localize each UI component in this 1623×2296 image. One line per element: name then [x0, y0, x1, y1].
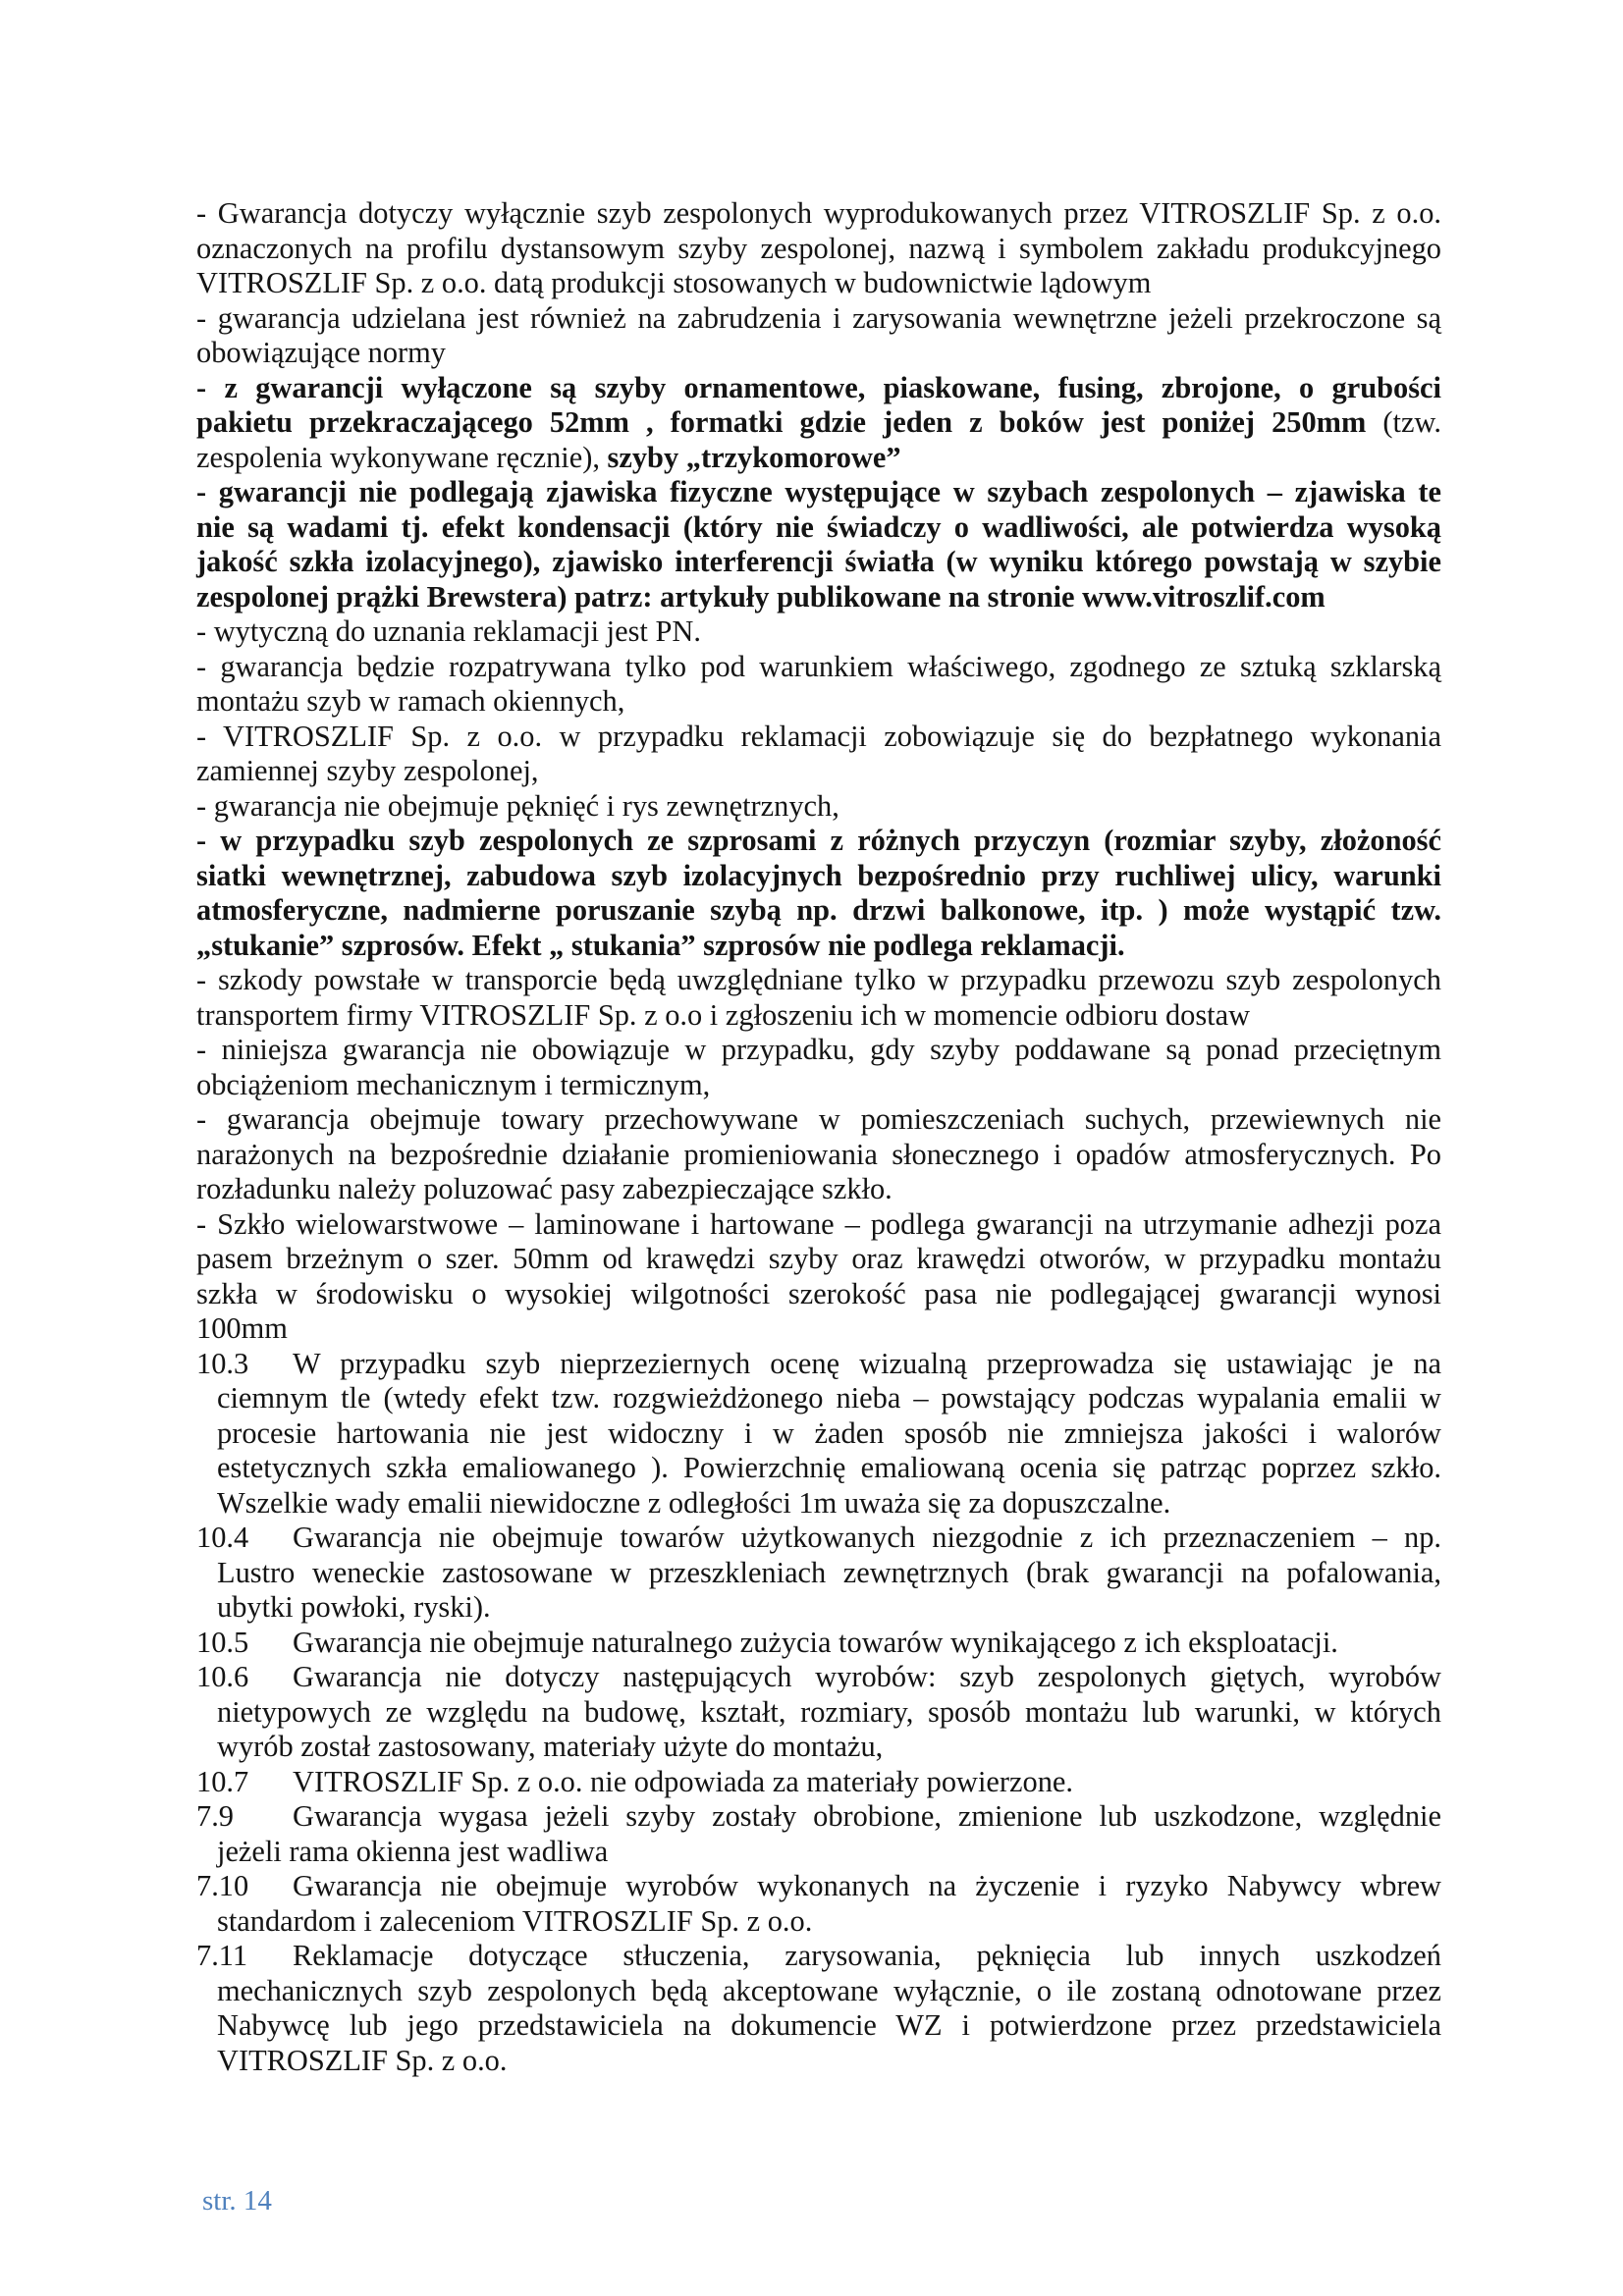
text-line: transportem firmy VITROSZLIF Sp. z o.o i zgłoszeniu ich w momencie odbioru dostaw — [196, 997, 1251, 1032]
text-line: ciemnym tle (wtedy efekt tzw. rozgwieżdżonego nieba – powstający podczas wypalania emalii w — [217, 1381, 1441, 1415]
text-line: - Szkło wielowarstwowe – laminowane i hartowane – podlega gwarancji na utrzymanie adhezji poza — [196, 1206, 1441, 1241]
text-line: - w przypadku szyb zespolonych ze szprosami z różnych przyczyn (rozmiar szyby, złożoność — [196, 824, 1441, 857]
text-line: - VITROSZLIF Sp. z o.o. w przypadku reklamacji zobowiązuje się do bezpłatnego wykonania — [196, 719, 1441, 753]
text-line: Wszelkie wady emalii niewidoczne z odległości 1m uważa się za dopuszczalne. — [217, 1485, 1171, 1520]
text-line: nietypowych ze względu na budowę, kształt, rozmiary, sposób montażu lub warunki, w których — [217, 1694, 1441, 1729]
text-line — [196, 371, 1441, 406]
text-line: Nabywcę lub jego przedstawiciela na dokumencie WZ i potwierdzone przez przedstawiciela — [217, 2008, 1441, 2042]
text-line: - gwarancji nie podlegają zjawiska fizyczne występujące w szybach zespolonych – zjawiska te — [196, 475, 1441, 508]
text-line: atmosferyczne, nadmierne poruszanie szybą np. drzwi balkonowe, itp. ) może wystąpić tzw. — [196, 893, 1441, 927]
text-run: Gwarancja nie obejmuje wyrobów wykonanych na życzenie i ryzyko Nabywcy wbrew — [293, 1869, 1441, 1902]
text-line: zamiennej szyby zespolonej, — [196, 754, 539, 787]
text-line: - gwarancja obejmuje towary przechowywane w pomieszczeniach suchych, przewiewnych nie — [196, 1102, 1441, 1136]
text-line: pasem brzeżnym o szer. 50mm od krawędzi szyby oraz krawędzi otworów, w przypadku montażu — [196, 1242, 1441, 1275]
text-line — [196, 1869, 1441, 1904]
text-run: Gwarancja wygasa jeżeli szyby zostały obrobione, zmienione lub uszkodzone, względnie — [293, 1799, 1441, 1833]
text-run: VITROSZLIF Sp. z o.o. nie odpowiada za materiały powierzone. — [293, 1764, 1074, 1798]
text-run: (tzw. — [1382, 405, 1441, 439]
clause-numbered — [196, 1347, 1441, 1522]
clause-number: 10.4 — [196, 1521, 249, 1554]
text-line — [196, 1799, 1441, 1835]
clause-number: 10.5 — [196, 1625, 249, 1659]
text-line — [196, 1939, 1441, 1974]
text-line: - gwarancja udzielana jest również na zabrudzenia i zarysowania wewnętrzne jeżeli przekroczone są — [196, 300, 1441, 335]
text-line: VITROSZLIF Sp. z o.o. datą produkcji stosowanych w budownictwie lądowym — [196, 266, 1152, 299]
text-run: W przypadku szyb nieprzeziernych ocenę wizualną przeprowadza się ustawiając je na — [293, 1346, 1441, 1380]
text-line: zespolonej prążki Brewstera) patrz: artykuły publikowane na stronie www.vitroszlif.com — [196, 579, 1325, 614]
clause-numbered — [196, 1626, 1441, 1661]
text-line: szkła w środowisku o wysokiej wilgotności szerokość pasa nie podlegającej gwarancji wynosi — [196, 1276, 1441, 1310]
text-line: wyrób został zastosowany, materiały użyte do montażu, — [217, 1730, 884, 1763]
clause-bullet-muntins — [196, 824, 1441, 963]
clause-number: 7.11 — [196, 1939, 248, 1972]
clause-bullet-physical-phenomena — [196, 475, 1441, 614]
text-run: Gwarancja nie obejmuje naturalnego zużycia towarów wynikającego z ich eksploatacji. — [293, 1625, 1338, 1659]
clause-bullet — [196, 301, 1441, 371]
clause-number: 7.9 — [196, 1799, 234, 1833]
text-line: obowiązujące normy — [196, 336, 447, 369]
clause-numbered — [196, 1660, 1441, 1765]
text-line: - gwarancja będzie rozpatrywana tylko pod warunkiem właściwego, zgodnego ze sztuką szklarską — [196, 649, 1441, 683]
text-line — [196, 405, 1441, 441]
text-run-bold: pakietu przekraczającego 52mm , formatki gdzie jeden z boków jest poniżej 250mm — [196, 405, 1367, 439]
page-number: str. 14 — [202, 2185, 272, 2216]
clause-numbered — [196, 1765, 1441, 1800]
text-line: procesie hartowania nie jest widoczny i w żaden sposób nie zmniejsza jakości i walorów — [217, 1415, 1441, 1450]
clause-bullet — [196, 789, 1441, 825]
text-line: - gwarancja nie obejmuje pęknięć i rys zewnętrznych, — [196, 788, 839, 823]
text-line: - wytyczną do uznania reklamacji jest PN. — [196, 614, 701, 648]
text-line: estetycznych szkła emaliowanego ). Powierzchnię emaliowaną ocenia się patrząc poprzez szkło. — [217, 1451, 1441, 1484]
text-line: - szkody powstałe w transporcie będą uwzględniane tylko w przypadku przewozu szyb zespolonych — [196, 963, 1441, 996]
clause-bullet — [196, 614, 1441, 650]
text-run: Gwarancja nie obejmuje towarów użytkowanych niezgodnie z ich przeznaczeniem – np. — [293, 1521, 1441, 1554]
text-line: VITROSZLIF Sp. z o.o. — [217, 2043, 508, 2077]
clause-bullet — [196, 1207, 1441, 1347]
text-line: Lustro weneckie zastosowane w przeszkleniach zewnętrznych (brak gwarancji na pofalowania, — [217, 1555, 1441, 1589]
clause-bullet-exclusions — [196, 371, 1441, 476]
clause-bullet — [196, 1102, 1441, 1207]
text-line: siatki wewnętrznej, zabudowa szyb izolacyjnych bezpośrednio przy ruchliwej ulicy, warunki — [196, 858, 1441, 892]
clause-numbered — [196, 1869, 1441, 1939]
document-body — [196, 196, 1441, 2078]
text-run: Gwarancja nie dotyczy następujących wyrobów: szyb zespolonych giętych, wyrobów — [293, 1660, 1441, 1693]
text-line: jakość szkła izolacyjnego), zjawisko interferencji światła (w wyniku którego powstają w szybie — [196, 545, 1441, 578]
text-line — [196, 1765, 1441, 1800]
text-line — [196, 1626, 1441, 1661]
text-run-bold: - z gwarancji wyłączone są szyby ornamentowe, piaskowane, fusing, zbrojone, o grubości — [196, 370, 1441, 404]
text-line: 100mm — [196, 1311, 288, 1345]
clause-bullet — [196, 196, 1441, 301]
text-run: zespolenia wykonywane ręcznie), — [196, 440, 600, 474]
text-line: rozładunku należy poluzować pasy zabezpieczające szkło. — [196, 1172, 893, 1205]
text-line: obciążeniom mechanicznym i termicznym, — [196, 1067, 711, 1101]
text-run: Reklamacje dotyczące stłuczenia, zarysowania, pęknięcia lub innych uszkodzeń — [293, 1939, 1441, 1972]
text-line — [196, 1521, 1441, 1556]
text-line: mechanicznych szyb zespolonych będą akceptowane wyłącznie, o ile zostaną odnotowane przez — [217, 1973, 1441, 2007]
text-line: standardom i zaleceniom VITROSZLIF Sp. z o.o. — [217, 1903, 813, 1938]
clause-numbered — [196, 1799, 1441, 1869]
text-line: ubytki powłoki, ryski). — [217, 1590, 491, 1624]
clause-bullet — [196, 1033, 1441, 1102]
clause-bullet — [196, 720, 1441, 789]
clause-bullet — [196, 963, 1441, 1033]
clause-number: 7.10 — [196, 1869, 249, 1902]
clause-bullet — [196, 650, 1441, 720]
text-line: nie są wadami tj. efekt kondensacji (który nie świadczy o wadliwości, ale potwierdza wysoką — [196, 509, 1441, 544]
text-line: - niniejsza gwarancja nie obowiązuje w przypadku, gdy szyby poddawane są ponad przeciętnym — [196, 1033, 1441, 1066]
text-line: „stukanie” szprosów. Efekt „ stukania” szprosów nie podlega reklamacji. — [196, 928, 1125, 962]
clause-numbered — [196, 1521, 1441, 1626]
text-line: oznaczonych na profilu dystansowym szyby zespolonej, nazwą i symbolem zakładu produkcyjnego — [196, 231, 1441, 265]
clause-number: 10.3 — [196, 1346, 249, 1380]
clause-number: 10.7 — [196, 1764, 249, 1798]
text-line — [196, 1660, 1441, 1695]
text-line: - Gwarancja dotyczy wyłącznie szyb zespolonych wyprodukowanych przez VITROSZLIF Sp. z o.o. — [196, 196, 1441, 230]
text-line: montażu szyb w ramach okiennych, — [196, 684, 625, 718]
text-run-bold: szyby „trzykomorowe” — [607, 440, 901, 474]
text-line — [196, 1347, 1441, 1382]
text-line — [196, 441, 1441, 476]
text-line: narażonych na bezpośrednie działanie promieniowania słonecznego i opadów atmosferycznych. Po — [196, 1137, 1441, 1171]
clause-numbered — [196, 1939, 1441, 2078]
text-line: jeżeli rama okienna jest wadliwa — [217, 1834, 609, 1868]
clause-number: 10.6 — [196, 1660, 249, 1693]
